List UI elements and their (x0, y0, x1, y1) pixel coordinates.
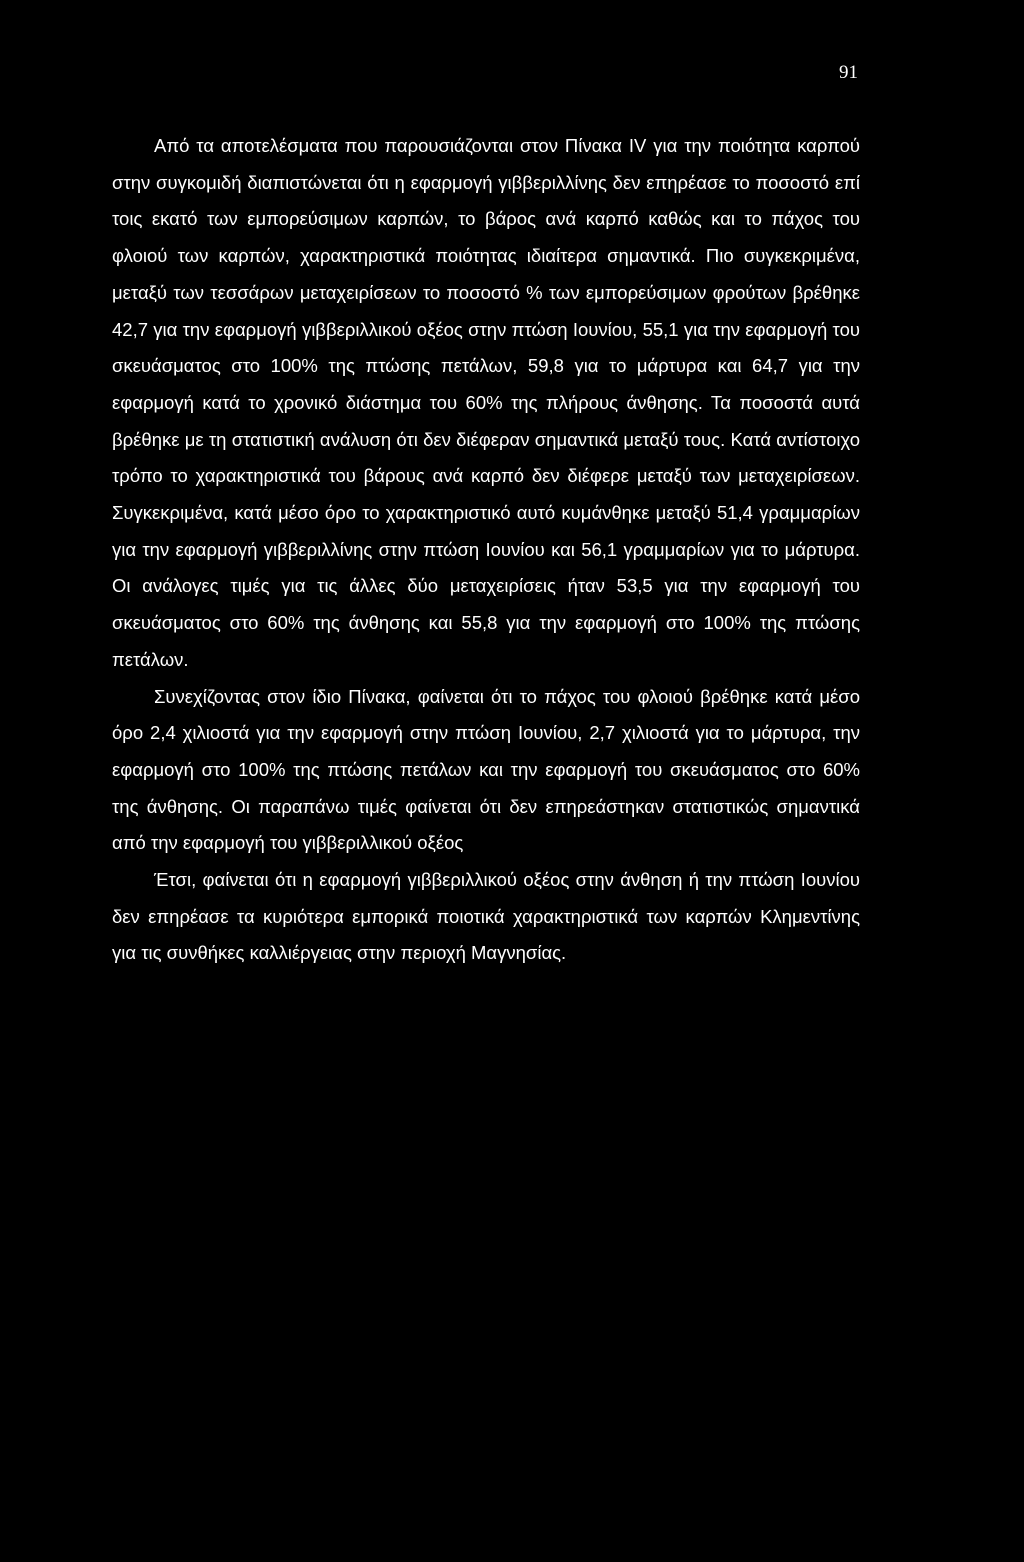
body-text (112, 128, 860, 972)
page-number: 91 (839, 62, 858, 83)
paragraph-peel-thickness: Συνεχίζοντας στον ίδιο Πίνακα, φαίνεται ότι το πάχος του φλοιού βρέθηκε κατά μέσο όρο 2,4 χιλιοστά για την εφαρμογή στην πτώση Ιουνίου, 2,7 χιλιοστά για το μάρτυρα, την εφαρμογή στο 100% της πτώσης πετάλων και την εφαρμογή του σκευάσματος στο 60% της άνθησης. Οι παραπάνω τιμές φαίνεται ότι δεν επηρεάστηκαν στατιστικώς σημαντικά από την εφαρμογή του γιββεριλλικού οξέος (112, 685, 860, 854)
paragraph-conclusion: Έτσι, φαίνεται ότι η εφαρμογή γιββεριλλικού οξέος στην άνθηση ή την πτώση Ιουνίου δεν επηρέασε τα κυριότερα εμπορικά ποιοτικά χαρακτηριστικά των καρπών Κλημεντίνης για τις συνθήκες καλλιέργειας στην περιοχή Μαγνησίας. (112, 869, 860, 964)
paragraph-results-quality: Από τα αποτελέσματα που παρουσιάζονται στον Πίνακα IV για την ποιότητα καρπού στην συγκομιδή διαπιστώνεται ότι η εφαρμογή γιββεριλλίνης δεν επηρέασε το ποσοστό επί τοις εκατό των εμπορεύσιμων καρπών, το βάρος ανά καρπό καθώς και το πάχος του φλοιού των καρπών, χαρακτηριστικά ποιότητας ιδιαίτερα σημαντικά. Πιο συγκεκριμένα, μεταξύ των τεσσάρων μεταχειρίσεων το ποσοστό % των εμπορεύσιμων φρούτων βρέθηκε 42,7 για την εφαρμογή γιββεριλλικού οξέος στην πτώση Ιουνίου, 55,1 για την εφαρμογή του σκευάσματος στο 100% της πτώσης πετάλων, 59,8 για το μάρτυρα και 64,7 για την εφαρμογή κατά το χρονικό διάστημα του 60% της πλήρους άνθησης. Τα ποσοστά αυτά βρέθηκε με τη στατιστική ανάλυση ότι δεν διέφεραν σημαντικά μεταξύ τους. Κατά αντίστοιχο τρόπο το χαρακτηριστικά του βάρους ανά καρπό δεν διέφερε μεταξύ των μεταχειρίσεων. Συγκεκριμένα, κατά μέσο όρο το χαρακτηριστικό αυτό κυμάνθηκε μεταξύ 51,4 γραμμαρίων για την εφαρμογή γιββεριλλίνης στην πτώση Ιουνίου και 56,1 γραμμαρίων για το μάρτυρα. Οι ανάλογες τιμές για τις άλλες δύο μεταχειρίσεις ήταν 53,5 για την εφαρμογή του σκευάσματος στο 60% της άνθησης και 55,8 για την εφαρμογή στο 100% της πτώσης πετάλων. (112, 135, 860, 670)
